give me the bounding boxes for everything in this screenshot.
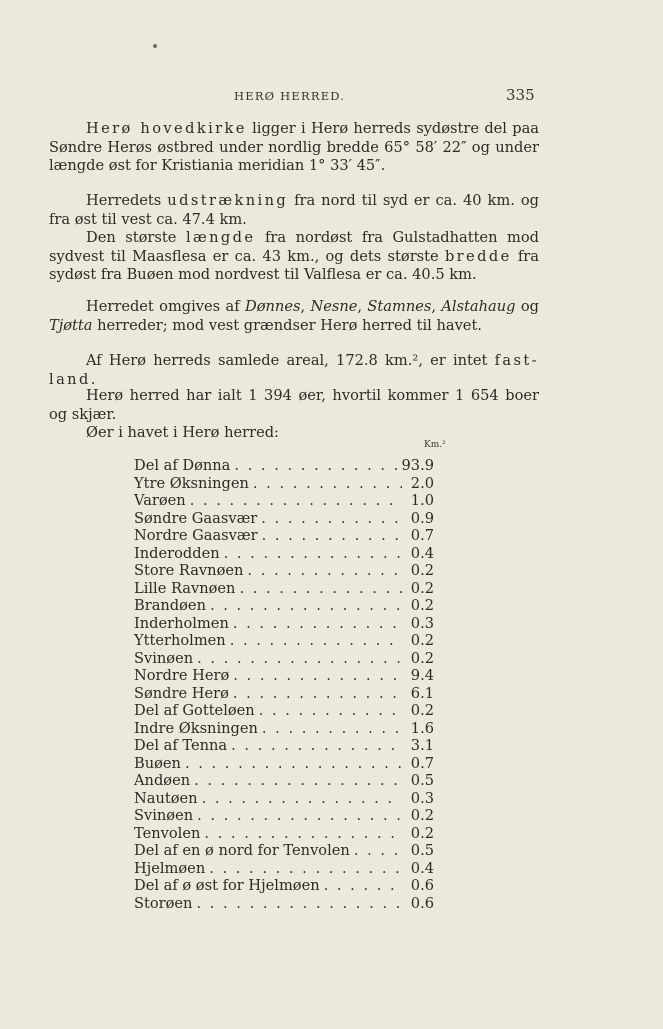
island-name: Hjelmøen xyxy=(134,859,206,877)
island-area-value: 6.1 xyxy=(410,684,434,702)
dot-leader xyxy=(233,667,402,685)
paragraph-church-location xyxy=(49,120,539,176)
page-number: 335 xyxy=(506,86,535,104)
paragraph-text: fra sydøst fra Buøen mod nordvest til Valflesa er ca. 40.5 km. xyxy=(49,247,539,283)
table-row xyxy=(134,685,434,703)
island-name: Del af en ø nord for Tenvolen xyxy=(134,842,350,859)
dot-leader xyxy=(210,597,402,615)
paragraph-table-intro xyxy=(49,424,539,443)
island-area-value: 0.3 xyxy=(410,614,434,632)
island-area-value: 0.2 xyxy=(410,562,434,579)
island-area-value: 0.2 xyxy=(410,649,434,667)
dot-leader xyxy=(202,790,402,808)
table-row xyxy=(134,895,434,913)
island-name: Nordre Gaasvær xyxy=(134,527,258,544)
island-name: Del af Tenna xyxy=(134,737,228,754)
table-row xyxy=(134,737,434,755)
table-row xyxy=(134,807,434,825)
dot-leader xyxy=(204,825,402,843)
ink-speck xyxy=(153,44,157,48)
table-row xyxy=(134,702,434,720)
table-row xyxy=(134,650,434,668)
spaced-term: Herø hovedkirke xyxy=(86,120,247,137)
neighbor-name: Stamnes xyxy=(367,298,432,315)
dot-leader xyxy=(185,755,402,773)
neighbor-name: Tjøtta xyxy=(49,316,93,334)
island-name: Svinøen xyxy=(134,649,194,667)
table-row xyxy=(134,825,434,843)
island-list xyxy=(134,457,434,912)
island-name: Nautøen xyxy=(134,789,198,807)
table-row xyxy=(134,492,434,510)
island-area-value: 93.9 xyxy=(401,457,434,474)
table-row xyxy=(134,790,434,808)
separator: , xyxy=(300,298,311,315)
table-unit-header: Km.² xyxy=(424,440,446,450)
table-row xyxy=(134,842,434,860)
table-row xyxy=(134,597,434,615)
dot-leader xyxy=(234,457,401,475)
dot-leader xyxy=(239,580,402,598)
spaced-term: bredde xyxy=(444,247,512,265)
table-row xyxy=(134,667,434,685)
neighbor-name: Dønnes xyxy=(245,298,301,315)
dot-leader xyxy=(354,842,402,860)
neighbor-name: Alstahaug xyxy=(441,298,516,315)
island-area-value: 0.3 xyxy=(410,789,434,807)
paragraph-text: herreder; mod vest grændser Herø herred til havet. xyxy=(92,316,482,334)
island-name: Del af Gotteløen xyxy=(134,702,255,719)
table-row xyxy=(134,877,434,895)
island-area-value: 0.2 xyxy=(410,824,434,842)
table-row xyxy=(134,632,434,650)
island-area-value: 0.7 xyxy=(410,754,434,772)
island-area-value: 9.4 xyxy=(410,667,434,684)
paragraph-text: Den største xyxy=(86,229,186,246)
paragraph-text: Herredets xyxy=(86,192,168,209)
dot-leader xyxy=(233,685,402,703)
island-name: Ytre Øksningen xyxy=(134,474,249,492)
dot-leader xyxy=(224,545,402,563)
island-area-value: 0.2 xyxy=(410,702,434,719)
island-area-value: 0.5 xyxy=(410,772,434,789)
neighbor-name: Nesne xyxy=(310,298,358,315)
island-area-value: 2.0 xyxy=(410,474,434,492)
dot-leader xyxy=(261,510,402,528)
dot-leader xyxy=(324,877,402,895)
dot-leader xyxy=(262,527,402,545)
dot-leader xyxy=(190,492,402,510)
spaced-term: fast-land xyxy=(49,352,539,388)
dot-leader xyxy=(209,860,402,878)
dot-leader xyxy=(262,720,402,738)
table-row xyxy=(134,457,434,475)
paragraph-text: Herredet omgives af xyxy=(86,298,246,315)
island-name: Del af Dønna xyxy=(134,457,231,474)
island-area-value: 0.2 xyxy=(410,579,434,597)
island-name: Søndre Herø xyxy=(134,684,229,702)
table-row xyxy=(134,860,434,878)
table-row xyxy=(134,562,434,580)
dot-leader xyxy=(197,807,402,825)
paragraph-text: . xyxy=(90,370,96,388)
table-row xyxy=(134,527,434,545)
paragraph-text: ligger i Herø herreds sydøstre del paa Søndre Herøs østbred under nordlig bredde 65° 58′ 22″ og under længde øst for Kristiania meridian 1° 33′ 45″. xyxy=(49,120,540,174)
spaced-term: længde xyxy=(185,229,256,246)
paragraph-area xyxy=(49,352,539,389)
paragraph-text: Af Herø herreds samlede areal, 172.8 km.², er intet xyxy=(86,352,495,369)
paragraph-text: fra nordøst fra Gulstadhatten mod sydvest til Maasflesa er ca. 43 km., og dets største xyxy=(49,229,539,265)
dot-leader xyxy=(247,562,402,580)
island-name: Store Ravnøen xyxy=(134,562,244,579)
separator: og xyxy=(515,298,539,315)
paragraph-extent xyxy=(49,192,539,285)
island-area-value: 3.1 xyxy=(410,737,434,754)
island-area-value: 0.2 xyxy=(410,597,434,614)
island-name: Brandøen xyxy=(134,597,206,614)
dot-leader xyxy=(194,772,402,790)
island-name: Nordre Herø xyxy=(134,667,230,684)
table-row xyxy=(134,720,434,738)
table-row xyxy=(134,615,434,633)
table-row xyxy=(134,755,434,773)
table-row xyxy=(134,772,434,790)
island-area-value: 1.6 xyxy=(410,719,434,737)
separator: , xyxy=(357,298,368,315)
paragraph-borders xyxy=(49,298,539,335)
island-name: Lille Ravnøen xyxy=(134,579,236,597)
island-area-value: 0.4 xyxy=(410,544,434,562)
dot-leader xyxy=(233,615,402,633)
island-area-value: 0.2 xyxy=(410,807,434,824)
island-name: Indre Øksningen xyxy=(134,719,258,737)
island-name: Inderholmen xyxy=(134,614,229,632)
island-name: Tenvolen xyxy=(134,824,201,842)
dot-leader xyxy=(253,475,402,493)
running-head: HERØ HERRED. xyxy=(234,89,346,103)
island-name: Andøen xyxy=(134,772,191,789)
island-area-value: 1.0 xyxy=(410,492,434,509)
island-name: Buøen xyxy=(134,754,181,772)
table-row xyxy=(134,510,434,528)
paragraph-text: fra nord til syd er ca. 40 km. og fra øst til vest ca. 47.4 km. xyxy=(49,192,539,228)
island-name: Svinøen xyxy=(134,807,194,824)
island-area-value: 0.6 xyxy=(410,877,434,894)
island-name: Storøen xyxy=(134,894,193,912)
table-row xyxy=(134,545,434,563)
dot-leader xyxy=(231,737,402,755)
separator: , xyxy=(431,298,442,315)
table-row xyxy=(134,580,434,598)
spaced-term: udstrækning xyxy=(167,192,289,209)
island-area-value: 0.2 xyxy=(410,632,434,649)
dot-leader xyxy=(259,702,402,720)
table-row xyxy=(134,475,434,493)
island-name: Del af ø øst for Hjelmøen xyxy=(134,877,320,894)
island-area-value: 0.7 xyxy=(410,527,434,544)
island-name: Varøen xyxy=(134,492,186,509)
dot-leader xyxy=(196,895,402,913)
island-area-value: 0.9 xyxy=(410,509,434,527)
island-area-value: 0.4 xyxy=(410,859,434,877)
paragraph-text: Øer i havet i Herø herred: xyxy=(86,424,279,441)
dot-leader xyxy=(230,632,402,650)
island-name: Ytterholmen xyxy=(134,632,226,649)
island-name: Søndre Gaasvær xyxy=(134,509,258,527)
paragraph-text: Herø herred har ialt 1 394 øer, hvortil kommer 1 654 boer og skjær. xyxy=(49,387,539,423)
island-area-value: 0.5 xyxy=(410,842,434,859)
island-name: Inderodden xyxy=(134,544,220,562)
paragraph-island-count xyxy=(49,387,539,424)
island-area-value: 0.6 xyxy=(410,894,434,912)
dot-leader xyxy=(197,650,402,668)
